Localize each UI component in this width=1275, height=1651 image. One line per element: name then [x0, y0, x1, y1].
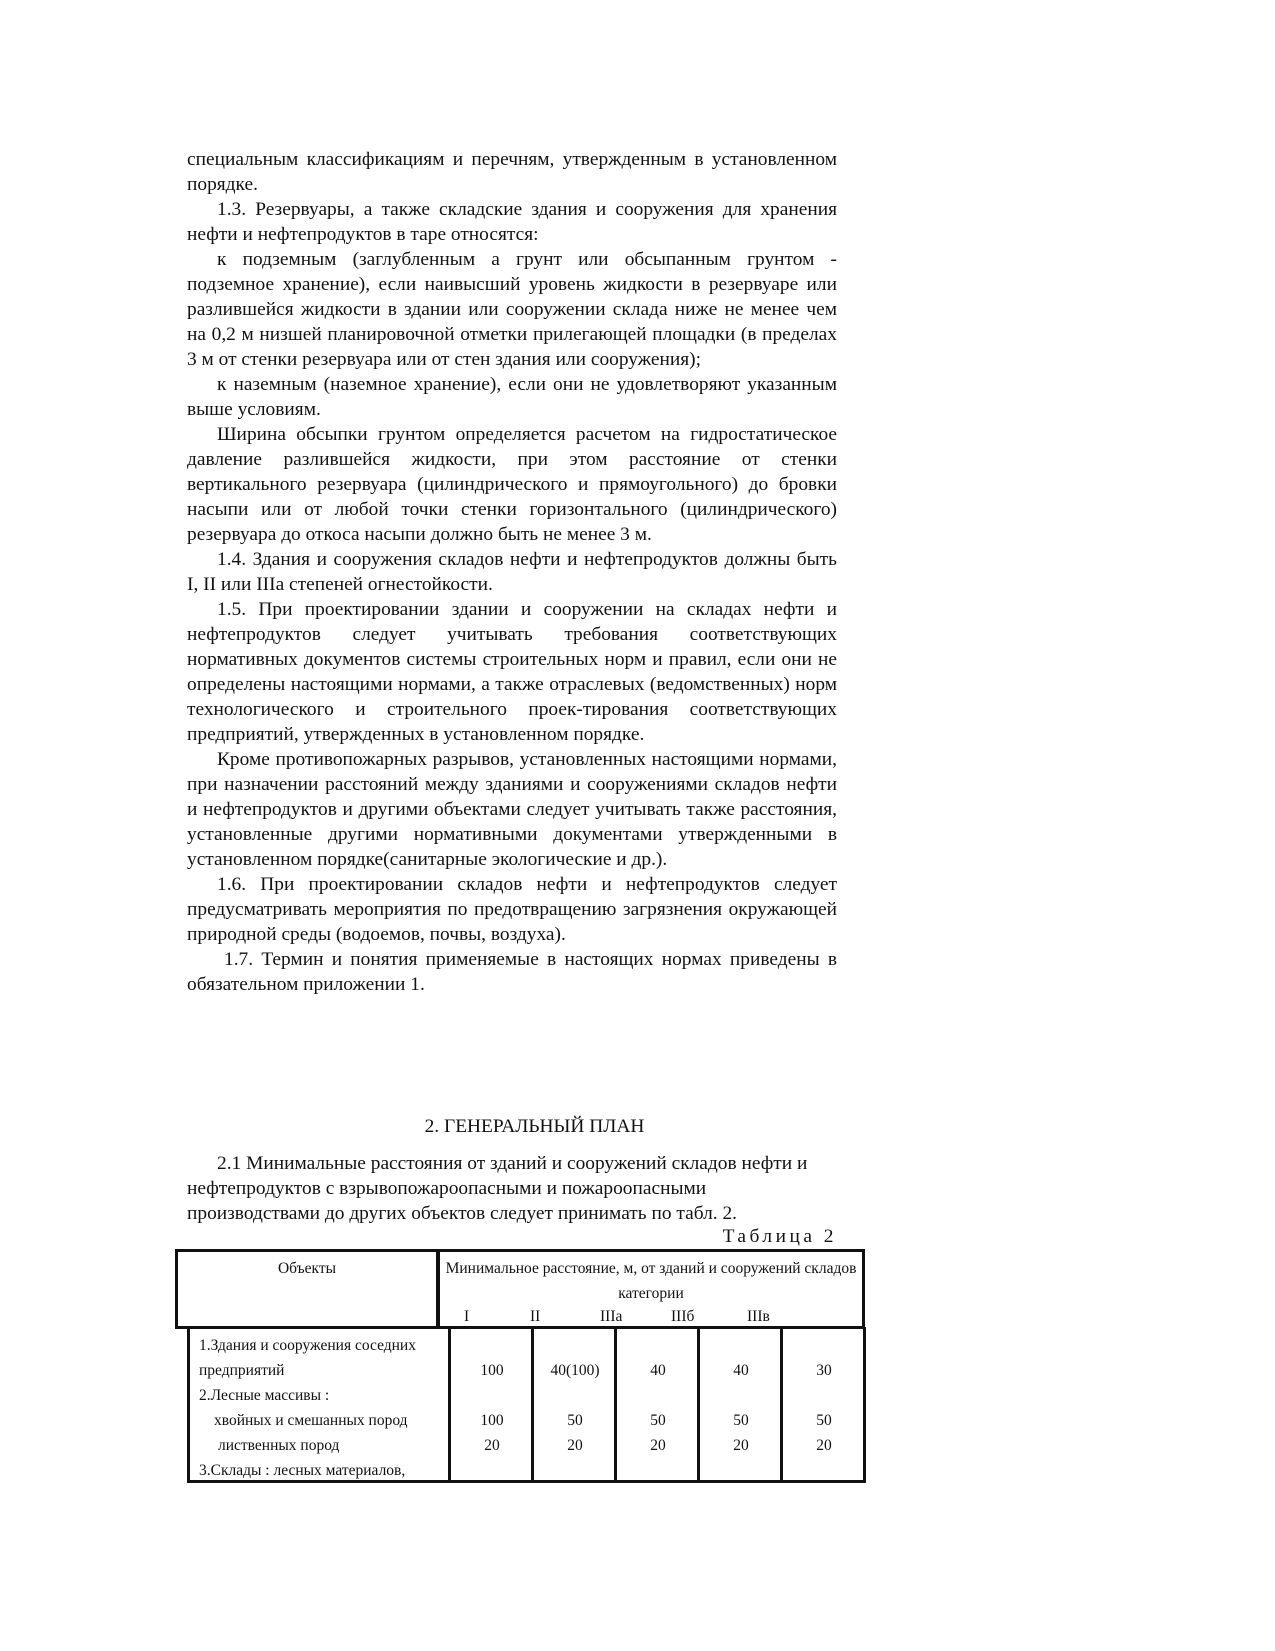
table-cell: 50: [816, 1412, 832, 1429]
paragraph-fire-breaks: Кроме противопожарных разрывов, установленных настоящими нормами, при назначении расстояний между зданиями и сооружениями складов нефти и нефтепродуктов и другими объектами следует учитывать также расстояния, установленные другими нормативными документами утвержденными в установленном порядке(санитарные экологические и др.).: [187, 749, 837, 870]
paragraph-2-1-block: [187, 1151, 837, 1226]
category-header: I: [464, 1308, 470, 1325]
paragraph-1-3: 1.3. Резервуары, а также складские здания и сооружения для хранения нефти и нефтепродуктов в таре относятся:: [187, 199, 837, 245]
category-header: IIIв: [747, 1308, 770, 1325]
table-header-distance: Минимальное расстояние, м, от зданий и сооружений складов категории: [445, 1260, 857, 1302]
table-cell: 50: [567, 1412, 583, 1429]
paragraph-underground: к подземным (заглубленным а грунт или обсыпанным грунтом - подземное хранение), если наивысший уровень жидкости в резервуаре или разлившейся жидкости в здании или сооружении склада ниже не менее чем на 0,2 м низшей планировочной отметки прилегающей площадки (в пределах 3 м от стенки резервуара или от стен здания или сооружения);: [187, 249, 837, 370]
paragraph-1-4: 1.4. Здания и сооружения складов нефти и нефтепродуктов должны быть I, II или IIIа степеней огнестойкости.: [187, 549, 837, 595]
category-header: II: [530, 1308, 541, 1325]
row-label: хвойных и смешанных пород: [214, 1412, 408, 1429]
category-header: IIIб: [671, 1308, 695, 1325]
table-cell: 40(100): [550, 1362, 600, 1379]
table-body-column: [700, 1327, 783, 1483]
paragraph-1-5: 1.5. При проектировании здании и сооружении на складах нефти и нефтепродуктов следует учитывать требования соответствующих нормативных документов системы строительных норм и правил, если они не определены настоящими нормами, а также отраслевых (ведомственных) норм технологического и строительного проек-тирования соответствующих предприятий, утвержденных в установленном порядке.: [187, 599, 837, 745]
table-cell: 30: [816, 1362, 832, 1379]
row-label: лиственных пород: [218, 1437, 340, 1454]
table-body-column: [451, 1327, 534, 1483]
table-cell: 50: [733, 1412, 749, 1429]
row-label: 2.Лесные массивы :: [199, 1387, 330, 1404]
table-cell: 20: [816, 1437, 832, 1454]
paragraph-1-6: 1.6. При проектировании складов нефти и нефтепродуктов следует предусматривать мероприятия по предотвращению загрязнения окружающей природной среды (водоемов, почвы, воздуха).: [187, 874, 837, 945]
row-label: предприятий: [199, 1362, 285, 1379]
table-body-column: [783, 1327, 866, 1483]
table-cell: 20: [484, 1437, 500, 1454]
paragraph-1-7: 1.7. Термин и понятия применяемые в настоящих нормах приведены в обязательном приложении 1.: [187, 949, 837, 995]
paragraph-continuation: специальным классификациям и перечням, утвержденным в установленном порядке.: [187, 149, 837, 195]
table-cell: 100: [480, 1412, 504, 1429]
row-label: 3.Склады : лесных материалов,: [199, 1462, 406, 1479]
category-header: IIIа: [600, 1308, 623, 1325]
table-cell: 50: [650, 1412, 666, 1429]
table-cell: 100: [480, 1362, 504, 1379]
table-body-column: [617, 1327, 700, 1483]
row-label: 1.Здания и сооружения соседних: [199, 1337, 416, 1354]
paragraph-embankment-width: Ширина обсыпки грунтом определяется расчетом на гидростатическое давление разлившейся жидкости, при этом расстояние от стенки вертикального резервуара (цилиндрического и прямоугольного) до бровки насыпи или от любой точки стенки горизонтального (цилиндрического) резервуара до откоса насыпи должно быть не менее 3 м.: [187, 424, 837, 545]
paragraph-2-1: 2.1 Минимальные расстояния от зданий и сооружений складов нефти и нефтепродуктов с взрывопожароопасными и пожароопасными производствами до других объектов следует принимать по табл. 2.: [187, 1153, 808, 1224]
table-cell: 20: [650, 1437, 666, 1454]
table-cell: 20: [567, 1437, 583, 1454]
section-title: 2. ГЕНЕРАЛЬНЫЙ ПЛАН: [424, 1116, 645, 1137]
table-caption: Таблица 2: [722, 1226, 837, 1247]
table-cell: 40: [733, 1362, 749, 1379]
table-header-objects: Объекты: [277, 1260, 337, 1277]
table-body-column: [534, 1327, 617, 1483]
table-cell: 40: [650, 1362, 666, 1379]
table-cell: 20: [733, 1437, 749, 1454]
body-text: [187, 147, 837, 997]
paragraph-aboveground: к наземным (наземное хранение), если они не удовлетворяют указанным выше условиям.: [187, 374, 837, 420]
